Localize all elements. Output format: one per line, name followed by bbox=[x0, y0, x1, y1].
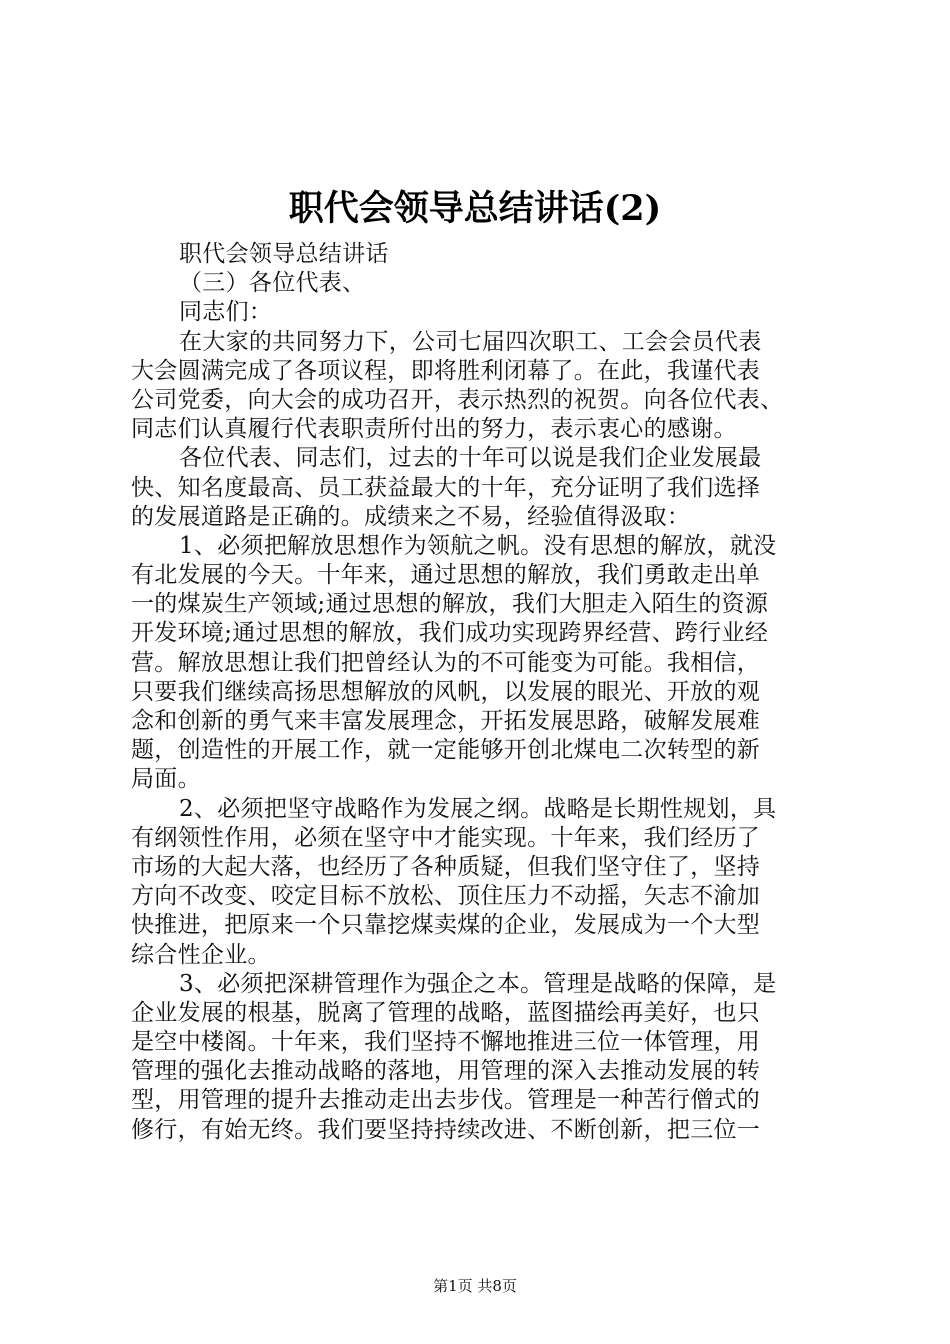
text-line: 综合性企业。 bbox=[131, 941, 271, 968]
text-line: 3、必须把深耕管理作为强企之本。管理是战略的保障，是 bbox=[179, 970, 777, 997]
text-line: 1、必须把解放思想作为领航之帆。没有思想的解放，就没 bbox=[179, 532, 777, 559]
text-line: 有纲领性作用，必须在坚守中才能实现。十年来，我们经历了 bbox=[131, 824, 761, 851]
text-line: 是空中楼阁。十年来，我们坚持不懈地推进三位一体管理，用 bbox=[131, 1029, 761, 1056]
text-line: （三）各位代表、 bbox=[179, 270, 366, 297]
text-line: 一的煤炭生产领域;通过思想的解放，我们大胆走入陌生的资源 bbox=[131, 591, 769, 618]
text-line: 企业发展的根基，脱离了管理的战略，蓝图描绘再美好，也只 bbox=[131, 999, 761, 1026]
text-line: 同志们认真履行代表职责所付出的努力，表示衷心的感谢。 bbox=[131, 416, 737, 443]
text-line: 市场的大起大落，也经历了各种质疑，但我们坚守住了，坚持 bbox=[131, 853, 761, 880]
text-line: 大会圆满完成了各项议程，即将胜利闭幕了。在此，我谨代表 bbox=[131, 357, 761, 384]
text-line: 职代会领导总结讲话 bbox=[179, 241, 389, 267]
text-line: 念和创新的勇气来丰富发展理念，开拓发展思路，破解发展难 bbox=[131, 708, 761, 734]
text-line: 开发环境;通过思想的解放，我们成功实现跨界经营、跨行业经 bbox=[131, 620, 769, 647]
text-line: 的发展道路是正确的。成绩来之不易，经验值得汲取： bbox=[131, 503, 691, 530]
text-line: 有北发展的今天。十年来，通过思想的解放，我们勇敢走出单 bbox=[131, 562, 761, 589]
text-line: 方向不改变、咬定目标不放松、顶住压力不动摇，矢志不渝加 bbox=[131, 883, 761, 910]
text-line: 局面。 bbox=[131, 766, 201, 793]
text-line: 快推进，把原来一个只靠挖煤卖煤的企业，发展成为一个大型 bbox=[131, 912, 761, 939]
document-body bbox=[131, 240, 831, 1145]
text-line: 题，创造性的开展工作，就一定能够开创北煤电二次转型的新 bbox=[131, 737, 761, 764]
text-line: 公司党委，向大会的成功召开，表示热烈的祝贺。向各位代表、 bbox=[131, 386, 784, 413]
text-line: 营。解放思想让我们把曾经认为的不可能变为可能。我相信， bbox=[131, 649, 761, 676]
text-line: 在大家的共同努力下，公司七届四次职工、工会会员代表 bbox=[179, 328, 762, 355]
page-footer: 第1页 共8页 bbox=[433, 1277, 517, 1295]
text-line: 型，用管理的提升去推动走出去步伐。管理是一种苦行僧式的 bbox=[131, 1087, 761, 1114]
text-line: 只要我们继续高扬思想解放的风帆，以发展的眼光、开放的观 bbox=[131, 678, 761, 705]
document-title: 职代会领导总结讲话(2) bbox=[288, 188, 662, 229]
text-line: 管理的强化去推动战略的落地，用管理的深入去推动发展的转 bbox=[131, 1058, 761, 1085]
text-line: 同志们： bbox=[179, 299, 273, 326]
text-line: 修行，有始无终。我们要坚持持续改进、不断创新，把三位一 bbox=[131, 1116, 761, 1143]
text-line: 各位代表、同志们，过去的十年可以说是我们企业发展最 bbox=[179, 445, 762, 472]
text-line: 2、必须把坚守战略作为发展之纲。战略是长期性规划，具 bbox=[179, 795, 777, 822]
text-line: 快、知名度最高、员工获益最大的十年，充分证明了我们选择 bbox=[131, 474, 761, 501]
